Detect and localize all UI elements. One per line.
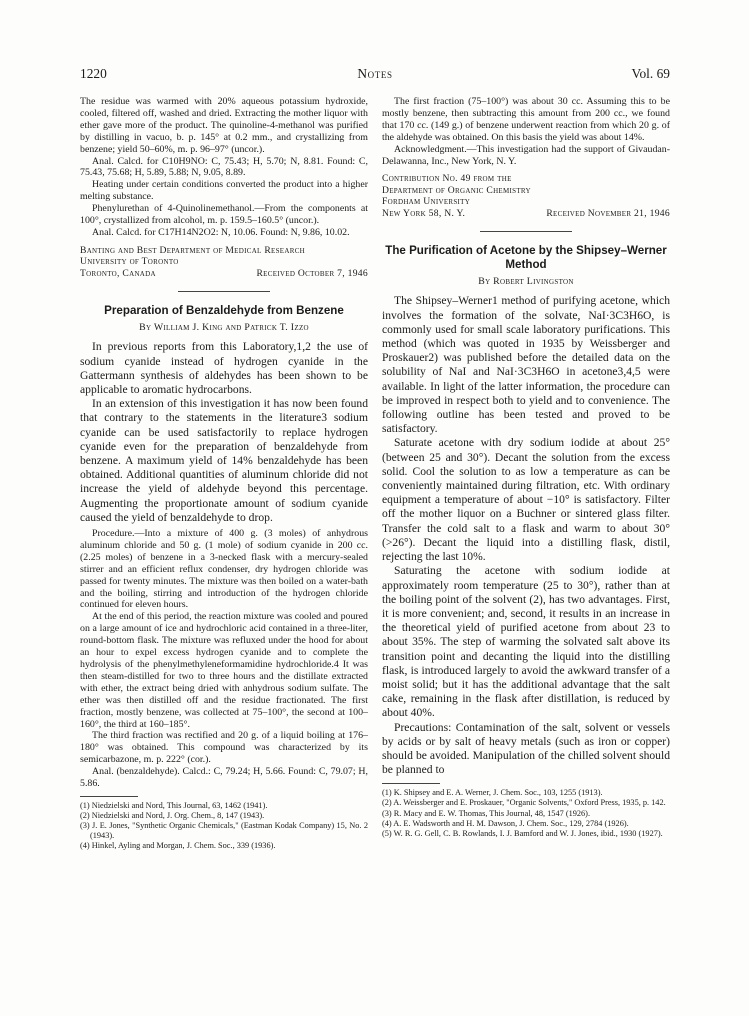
footnote: (1) K. Shipsey and E. A. Werner, J. Chem. Soc., 103, 1255 (1913). [382,788,603,798]
body-paragraph: Precautions: Contamination of the salt, solvent or vessels by acids or by salt of heavy metals (such as iron or copper) should be avoided. Manipulation of the chilled solvent should be planned to [382,720,670,777]
footnote: (4) Hinkel, Ayling and Morgan, J. Chem. Soc., 339 (1936). [80,841,276,851]
footnote: (2) A. Weissberger and E. Proskauer, "Organic Solvents," Oxford Press, 1935, p. 142. [382,798,666,808]
section-title: Notes [357,66,393,81]
analysis-paragraph: Anal. (benzaldehyde). Calcd.: C, 79.24; H, 5.66. Found: C, 79.07; H, 5.86. [80,766,368,790]
article-title: Preparation of Benzaldehyde from Benzene [104,304,344,318]
received-date: Received November 21, 1946 [546,207,670,219]
byline: By William J. King and Patrick T. Izzo [139,322,309,334]
paragraph: The third fraction was rectified and 20 g. of a liquid boiling at 176–180° was obtained. This compound was characterized by its semicarbazone, m. p. 222° (cor.). [80,730,368,766]
footnote-divider [382,783,440,784]
paragraph: Phenylurethan of 4-Quinolinemethanol.—From the components at 100°, crystallized from alcohol, m. p. 159.5–160.5° (uncor.). [80,203,368,227]
footnote: (4) A. E. Wadsworth and H. M. Dawson, J. Chem. Soc., 129, 2784 (1926). [382,818,629,828]
footnote: (3) J. E. Jones, "Synthetic Organic Chemicals," (Eastman Kodak Company) 15, No. 2 (1943). [80,821,368,841]
affiliation: Contribution No. 49 from the [382,173,512,185]
footnote: (3) R. Macy and E. W. Thomas, This Journal, 48, 1547 (1926). [382,808,591,818]
paragraph: Heating under certain conditions converted the product into a higher melting substance. [80,179,368,203]
body-paragraph: In an extension of this investigation it has now been found that contrary to the statements in the literature3 sodium cyanide can be used satisfactorily to replace hydrogen cyanide even for the preparation of benzaldehyde from benzene. A maximum yield of 14% benzaldehyde has been obtained. Additional quantities of aluminum chloride did not increase the yield of aldehyde beyond this percentage. Augmenting the proportionate amount of sodium cyanide caused the yield of benzaldehyde to drop. [80,397,368,524]
footnote: (2) Niedzielski and Nord, J. Org. Chem., 8, 147 (1943). [80,811,265,821]
affiliation: New York 58, N. Y. [382,207,466,219]
paragraph: At the end of this period, the reaction mixture was cooled and poured on a large amount of ice and hydrochloric acid contained in a three-liter, round-bottom flask. The mixture was refluxed under the hood for about an hour to expel excess hydrogen cyanide and to complete the hydrolysis of the phenylmethyleneformamidine hydrochloride.4 It was then steam-distilled for two to three hours and the distillate extracted with ether, the extract being dried with anhydrous sodium sulfate. The ether was then distilled off and the residue fractionated. The first fraction, mostly benzene, was collected at 75–100°, the second at 100–160°, the third at 160–185°. [80,611,368,730]
body-paragraph: Saturate acetone with dry sodium iodide at about 25° (between 25 and 30°). Decant the solution from the excess solid. Cool the solution to as low a temperature as can be conveniently maintained during filtration, etc. With ordinary equipment a temperature of about −10° is satisfactory. Filter off the mother liquor on a Buchner or sintered glass filter. Transfer the cold salt to a flask and warm to about 30° (>26°). Decant the liquid into a distilling flask, distil, rejecting the last 10%. [382,436,670,564]
page-number: 1220 [80,66,107,81]
footnote-divider [80,796,138,797]
divider [178,291,270,292]
divider [480,231,572,232]
byline: By Robert Livingston [478,276,574,288]
paragraph: The first fraction (75–100°) was about 30 cc. Assuming this to be mostly benzene, then subtracting this amount from 200 cc., we found that 170 cc. (149 g.) of benzene underwent reaction from which 20 g. of the aldehyde was obtained. On this basis the yield was about 14%. [382,96,670,143]
body-paragraph: The Shipsey–Werner1 method of purifying acetone, which involves the formation of the solvate, NaI·3C3H6O, is commonly used for small scale laboratory purifications. This method (which was quoted in 1935 by Weissberger and Proskauer2) was published before the detailed data on the solubility of NaI and NaI·3C3H6O in acetone3,4,5 were available. In light of the latter information, the procedure can be improved in respect both to yield and to convenience. The following outline has been tested and proved to be satisfactory. [382,294,670,436]
acknowledgment: Acknowledgment.—This investigation had the support of Givaudan-Delawanna, Inc., New York, N. Y. [382,143,670,167]
running-header [80,66,670,82]
right-column [382,96,670,839]
affiliation-line [382,208,670,220]
body-paragraph: In previous reports from this Laboratory,1,2 the use of sodium cyanide instead of hydrogen cyanide in the Gattermann synthesis of aldehydes has been shown to be applicable to aromatic hydrocarbons. [80,340,368,396]
analysis-paragraph: Anal. Calcd. for C10H9NO: C, 75.43; H, 5.70; N, 8.81. Found: C, 75.43, 75.68; H, 5.89, 5.88; N, 9.05, 8.89. [80,155,368,179]
analysis-paragraph: Anal. Calcd. for C17H14N2O2: N, 10.06. Found: N, 9.86, 10.02. [92,226,350,238]
procedure-paragraph: Procedure.—Into a mixture of 400 g. (3 moles) of anhydrous aluminum chloride and 50 g. (1 mole) of sodium cyanide in 200 cc. (2.25 moles) of benzene in a 3-necked flask with a mercury-sealed stirrer and an efficient reflux condenser, dry hydrogen chloride was passed for twenty minutes. The mixture was then boiled on a water-bath and the boiling, stirring and introduction of the hydrogen chloride continued for eleven hours. [80,528,368,611]
volume-label: Vol. 69 [631,66,670,81]
affiliation: Fordham University [382,196,471,208]
affiliation: University of Toronto [80,256,179,268]
affiliation: Banting and Best Department of Medical Research [80,244,306,256]
footnote: (1) Niedzielski and Nord, This Journal, 63, 1462 (1941). [80,800,268,810]
article-title: The Purification of Acetone by the Shipsey–Werner Method [385,244,667,272]
body-paragraph: Saturating the acetone with sodium iodide at approximately room temperature (25 to 30°), rather than at the boiling point of the solvent (2), has two advantages. First, it is more convenient; and, second, it results in an increase in the theoretical yield of purified acetone from about 23 to about 35%. The step of warming the solvated salt above its transition point and decanting the liquid into the distilling flask, is introduced largely to avoid the awkward transfer of a moist solid; but it has the additional advantage that the salt cake, remaining in the flask after distillation, is reduced by about 40%. [382,564,670,720]
affiliation: Toronto, Canada [80,267,156,279]
left-column [80,96,368,851]
footnote: (5) W. R. G. Gell, C. B. Rowlands, I. J. Bamford and W. J. Jones, ibid., 1930 (1927). [382,828,663,838]
affiliation: Department of Organic Chemistry [382,184,531,196]
paragraph: The residue was warmed with 20% aqueous potassium hydroxide, cooled, filtered off, washed and dried. Extracting the mother liquor with ether gave more of the product. The quinoline-4-methanol was purified by distilling in vacuo, b. p. 145° at 0.2 mm., and crystallizing from benzene; yield 50–60%, m. p. 96–97° (uncor.). [80,96,368,155]
affiliation-line [80,268,368,280]
received-date: Received October 7, 1946 [256,267,368,279]
